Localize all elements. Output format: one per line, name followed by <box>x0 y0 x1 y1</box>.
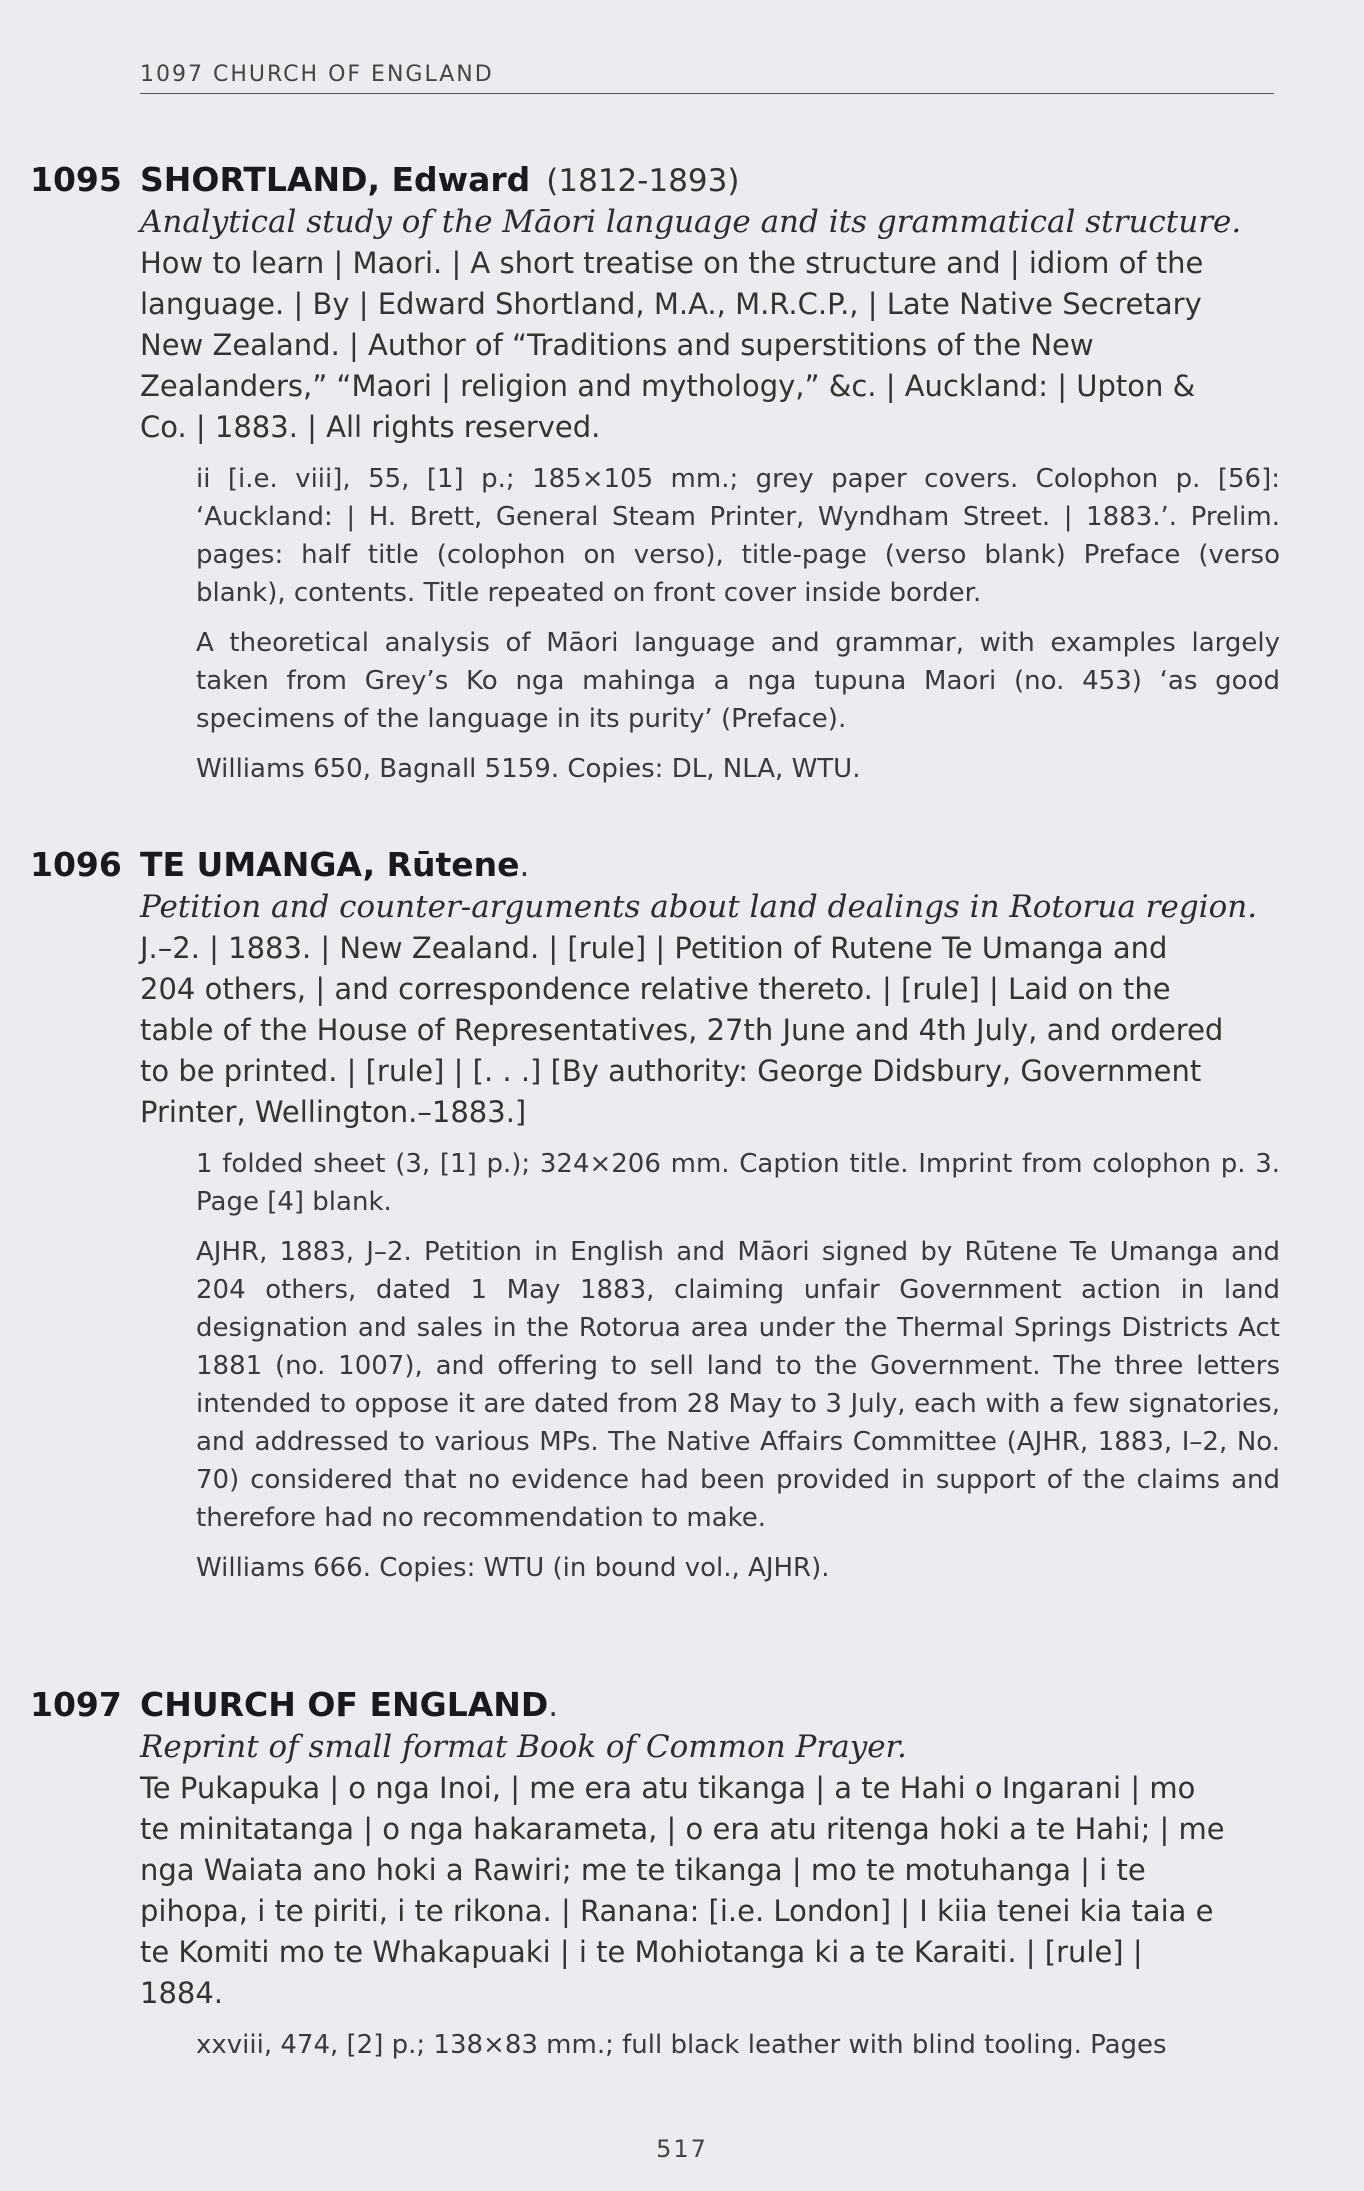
entry-notes <box>196 1145 1280 1587</box>
references-note: Williams 650, Bagnall 5159. Copies: DL, NLA, WTU. <box>196 754 861 784</box>
title-transcription: Te Pukapuka | o nga Inoi, | me era atu tikanga | a te Hahi o Ingarani | mo te minitatanga | o nga hakarameta, | o era atu ritenga hoki a te Hahi; | me nga Waiata ano hoki a Rawiri; me te tikanga | mo te motuhanga | i te pihopa, i te piriti, i te rikona. | Ranana: [i.e. London] | I kiia tenei kia taia e te Komiti mo te Whakapuaki | i te Mohiotanga ki a te Karaiti. | [rule] | 1884. <box>140 1771 1225 2010</box>
entry-heading: 1097 CHURCH OF ENGLAND . <box>30 1685 559 1724</box>
author-name: TE UMANGA, Rūtene <box>140 845 520 884</box>
running-head: 1097 CHURCH OF ENGLAND <box>140 62 1274 94</box>
entry-subtitle: Reprint of small format Book of Common Prayer. <box>140 1729 907 1765</box>
description-note: A theoretical analysis of Māori language and grammar, with examples largely taken from Grey’s Ko nga mahinga a nga tupuna Maori (no. 453) ‘as good specimens of the language in its purity’ (Preface). <box>196 628 1280 734</box>
entry-heading <box>30 160 1280 199</box>
entry-1095 <box>30 160 1280 800</box>
entry-1097 <box>30 1685 1280 2076</box>
references-note: Williams 666. Copies: WTU (in bound vol., AJHR). <box>196 1553 830 1583</box>
author-name: SHORTLAND, Edward <box>140 160 531 199</box>
title-transcription: J.–2. | 1883. | New Zealand. | [rule] | Petition of Rutene Te Umanga and 204 others, | and correspondence relative thereto. | [rule] | Laid on the table of the House of Representatives, 27th June and 4th July, and ordered to be printed. | [rule] | [. . .] [By authority: George Didsbury, Government Printer, Wellington.–1883.] <box>140 931 1224 1129</box>
entry-subtitle: Petition and counter-arguments about land dealings in Rotorua region. <box>140 889 1258 925</box>
author-name: CHURCH OF ENGLAND <box>140 1685 549 1724</box>
entry-number: 1097 <box>30 1685 122 1724</box>
description-note: AJHR, 1883, J–2. Petition in English and Māori signed by Rūtene Te Umanga and 204 others, dated 1 May 1883, claiming unfair Government action in land designation and sales in the Rotorua area under the Thermal Springs Districts Act 1881 (no. 1007), and offering to sell land to the Government. The three letters intended to oppose it are dated from 28 May to 3 July, each with a few signatories, and addressed to various MPs. The Native Affairs Committee (AJHR, 1883, I–2, No. 70) considered that no evidence had been provided in support of the claims and therefore had no recommendation to make. <box>196 1237 1280 1533</box>
collation-note: xxviii, 474, [2] p.; 138×83 mm.; full black leather with blind tooling. Pages <box>196 2030 1167 2060</box>
collation-note: 1 folded sheet (3, [1] p.); 324×206 mm. Caption title. Imprint from colophon p. 3. Page [4] blank. <box>196 1149 1280 1217</box>
entry-heading: 1096 TE UMANGA, Rūtene . <box>30 845 530 884</box>
title-transcription: How to learn | Maori. | A short treatise on the structure and | idiom of the language. | By | Edward Shortland, M.A., M.R.C.P., | Late Native Secretary New Zealand. | Author of “Traditions and superstitions of the New Zealanders,” “Maori | religion and mythology,” &c. | Auckland: | Upton & Co. | 1883. | All rights reserved. <box>140 246 1204 444</box>
entry-number: 1095 <box>30 160 122 199</box>
page-number: 517 <box>656 2135 708 2163</box>
entry-subtitle: Analytical study of the Māori language and its grammatical structure. <box>140 204 1242 240</box>
entry-number: 1096 <box>30 845 122 884</box>
entry-notes <box>196 460 1280 788</box>
entry-notes <box>196 2026 1280 2064</box>
entry-1096 <box>30 845 1280 1599</box>
author-dates: (1812-1893) <box>546 163 740 199</box>
collation-note: ii [i.e. viii], 55, [1] p.; 185×105 mm.; grey paper covers. Colophon p. [56]: ‘Auckland: | H. Brett, General Steam Printer, Wyndham Street. | 1883.’. Prelim. pages: half title (colophon on verso), title-page (verso blank) Preface (verso blank), contents. Title repeated on front cover inside border. <box>196 464 1280 608</box>
